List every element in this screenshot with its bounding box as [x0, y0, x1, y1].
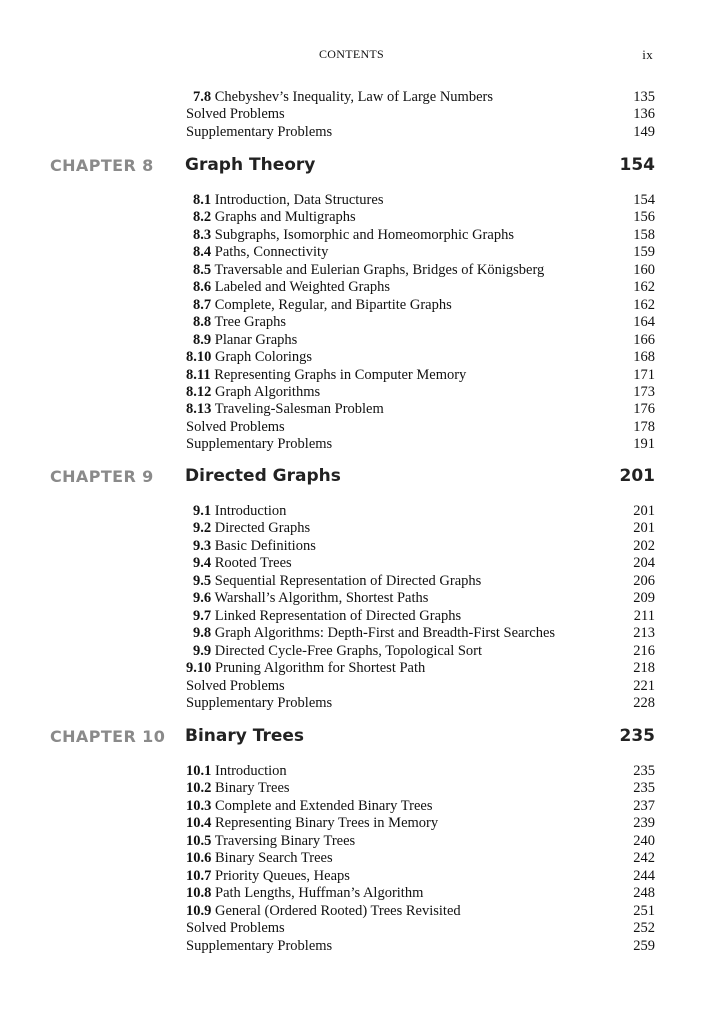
toc-section-entry[interactable] [193, 503, 655, 520]
section-number: 10.5 [186, 832, 212, 849]
section-title: Path Lengths, Huffman’s Algorithm [215, 885, 424, 902]
section-title: Representing Binary Trees in Memory [215, 815, 439, 832]
toc-section-entry[interactable] [186, 780, 655, 797]
section-page-number: 248 [633, 885, 655, 902]
chapter-page-number: 201 [619, 466, 655, 486]
section-number: 8.10 [186, 349, 212, 366]
toc-section-entry[interactable] [193, 262, 655, 279]
section-title: Complete, Regular, and Bipartite Graphs [214, 296, 452, 313]
section-number: 9.1 [193, 503, 212, 519]
section-page-number: 201 [633, 503, 655, 519]
toc-section-entry[interactable] [186, 367, 655, 384]
toc-section-entry[interactable] [193, 573, 655, 590]
section-number: 10.4 [186, 815, 212, 832]
toc-problems-entry[interactable] [186, 436, 655, 453]
section-page-number: 173 [633, 383, 655, 400]
section-page-number: 176 [633, 401, 655, 418]
section-number: 10.1 [186, 763, 212, 779]
section-page-number: 149 [633, 123, 655, 140]
chapter-page-number: 235 [619, 726, 655, 746]
toc-section-entry[interactable] [193, 520, 655, 537]
section-number: 8.6 [193, 279, 212, 296]
toc-section-entry[interactable] [186, 850, 655, 867]
toc-section-entry[interactable] [186, 833, 655, 850]
section-number: 9.5 [193, 572, 212, 589]
section-title: Solved Problems [186, 106, 285, 123]
section-title: Directed Cycle-Free Graphs, Topological Sort [214, 642, 483, 659]
section-title: Rooted Trees [214, 555, 292, 572]
section-title: Binary Search Trees [215, 850, 333, 867]
section-title: Warshall’s Algorithm, Shortest Paths [214, 590, 429, 607]
toc-section-entry[interactable] [193, 279, 655, 296]
section-page-number: 213 [633, 625, 655, 642]
section-page-number: 158 [633, 226, 655, 243]
chapter-title[interactable]: Binary Trees [185, 726, 305, 746]
section-page-number: 171 [633, 366, 655, 383]
toc-problems-entry[interactable] [186, 124, 655, 141]
section-number: 8.11 [186, 366, 211, 383]
section-title: Basic Definitions [214, 537, 316, 554]
running-head [0, 47, 703, 63]
section-title: Tree Graphs [214, 314, 287, 331]
section-page-number: 162 [633, 279, 655, 296]
section-number: 10.2 [186, 780, 212, 797]
section-page-number: 209 [633, 590, 655, 607]
toc-section-entry[interactable] [193, 209, 655, 226]
section-page-number: 154 [633, 192, 655, 208]
section-page-number: 166 [633, 331, 655, 348]
section-title: Traversable and Eulerian Graphs, Bridges of Königsberg [214, 261, 545, 278]
section-page-number: 211 [633, 607, 655, 624]
section-page-number: 240 [633, 832, 655, 849]
section-page-number: 235 [633, 780, 655, 797]
section-title: Introduction, Data Structures [214, 192, 384, 208]
section-number: 10.9 [186, 902, 212, 919]
section-title: Planar Graphs [214, 331, 298, 348]
toc-section-entry[interactable] [193, 608, 655, 625]
section-number: 8.9 [193, 331, 212, 348]
section-number: 9.8 [193, 625, 212, 642]
section-number: 9.4 [193, 555, 212, 572]
section-page-number: 206 [633, 572, 655, 589]
section-page-number: 178 [633, 418, 655, 435]
section-page-number: 136 [633, 106, 655, 123]
toc-section-entry[interactable] [193, 590, 655, 607]
section-number: 8.7 [193, 296, 212, 313]
section-page-number: 218 [633, 660, 655, 677]
section-title: Supplementary Problems [186, 436, 333, 453]
section-number: 9.3 [193, 537, 212, 554]
section-page-number: 237 [633, 797, 655, 814]
section-title: Supplementary Problems [186, 694, 333, 711]
toc-section-entry[interactable] [186, 798, 655, 815]
section-page-number: 259 [633, 937, 655, 954]
section-page-number: 156 [633, 209, 655, 226]
running-head-page-number: ix [642, 47, 653, 62]
section-number: 10.3 [186, 797, 212, 814]
section-number: 9.10 [186, 660, 212, 677]
toc-section-entry[interactable] [193, 332, 655, 349]
chapter-title[interactable]: Graph Theory [185, 155, 316, 175]
section-title: Binary Trees [215, 780, 290, 797]
toc-section-entry[interactable] [186, 660, 655, 677]
section-number: 7.8 [193, 89, 212, 105]
section-page-number: 135 [633, 89, 655, 105]
section-page-number: 221 [633, 677, 655, 694]
section-page-number: 159 [633, 244, 655, 261]
toc-section-entry[interactable] [193, 244, 655, 261]
section-number: 8.2 [193, 209, 212, 226]
section-title: Supplementary Problems [186, 123, 333, 140]
section-title: Graph Colorings [215, 349, 313, 366]
toc-section-entry[interactable] [193, 625, 655, 642]
toc-section-entry[interactable] [186, 868, 655, 885]
section-number: 9.2 [193, 520, 212, 537]
section-title: Traveling-Salesman Problem [214, 401, 384, 418]
section-title: Complete and Extended Binary Trees [215, 797, 433, 814]
toc-section-entry[interactable] [193, 555, 655, 572]
section-page-number: 202 [633, 537, 655, 554]
section-page-number: 204 [633, 555, 655, 572]
section-number: 8.8 [193, 314, 212, 331]
section-page-number: 201 [633, 520, 655, 537]
chapter-label: CHAPTER 8 [50, 156, 154, 175]
toc-problems-entry[interactable] [186, 419, 655, 436]
section-title: Solved Problems [186, 677, 285, 694]
toc-section-entry[interactable] [193, 192, 655, 209]
section-page-number: 216 [633, 642, 655, 659]
toc-section-entry[interactable] [186, 885, 655, 902]
section-title: Labeled and Weighted Graphs [214, 279, 391, 296]
section-title: Representing Graphs in Computer Memory [214, 366, 467, 383]
section-number: 8.13 [186, 401, 212, 418]
section-number: 9.9 [193, 642, 212, 659]
toc-section-entry[interactable] [186, 349, 655, 366]
toc-section-entry[interactable] [186, 815, 655, 832]
toc-section-entry[interactable] [193, 227, 655, 244]
toc-section-entry[interactable] [193, 538, 655, 555]
section-number: 8.5 [193, 261, 212, 278]
section-page-number: 235 [633, 763, 655, 779]
toc-problems-entry[interactable] [186, 938, 655, 955]
section-title: Sequential Representation of Directed Graphs [214, 572, 482, 589]
section-title: Supplementary Problems [186, 937, 333, 954]
section-page-number: 242 [633, 850, 655, 867]
toc-problems-entry[interactable] [186, 695, 655, 712]
section-page-number: 164 [633, 314, 655, 331]
section-title: Directed Graphs [214, 520, 311, 537]
chapter-label: CHAPTER 9 [50, 467, 154, 486]
toc-section-entry[interactable] [186, 903, 655, 920]
section-number: 8.12 [186, 383, 212, 400]
section-title: Chebyshev’s Inequality, Law of Large Numbers [214, 89, 493, 105]
section-title: Graph Algorithms: Depth-First and Breadth-First Searches [214, 625, 556, 642]
section-number: 10.8 [186, 885, 212, 902]
section-title: Graph Algorithms [215, 383, 321, 400]
section-title: Pruning Algorithm for Shortest Path [215, 660, 426, 677]
section-title: Introduction [214, 503, 287, 519]
toc-problems-entry[interactable] [186, 920, 655, 937]
section-number: 9.7 [193, 607, 212, 624]
section-number: 10.7 [186, 867, 212, 884]
toc-section-entry[interactable] [193, 314, 655, 331]
toc-problems-entry[interactable] [186, 678, 655, 695]
section-page-number: 162 [633, 296, 655, 313]
section-title: Graphs and Multigraphs [214, 209, 356, 226]
running-head-title: CONTENTS [318, 47, 385, 61]
section-title: Linked Representation of Directed Graphs [214, 607, 462, 624]
section-title: Solved Problems [186, 920, 285, 937]
section-page-number: 252 [633, 920, 655, 937]
chapter-label: CHAPTER 10 [50, 727, 166, 746]
section-page-number: 168 [633, 349, 655, 366]
section-page-number: 191 [633, 436, 655, 453]
chapter-title[interactable]: Directed Graphs [185, 466, 341, 486]
section-number: 8.1 [193, 192, 212, 208]
section-title: Traversing Binary Trees [214, 832, 356, 849]
section-title: General (Ordered Rooted) Trees Revisited [215, 902, 461, 919]
section-page-number: 228 [633, 694, 655, 711]
section-page-number: 251 [633, 902, 655, 919]
toc-problems-entry[interactable] [186, 106, 655, 123]
section-title: Paths, Connectivity [214, 244, 329, 261]
section-number: 8.3 [193, 226, 212, 243]
section-number: 8.4 [193, 244, 212, 261]
toc-section-entry[interactable] [186, 401, 655, 418]
chapter-page-number: 154 [619, 155, 655, 175]
section-page-number: 160 [633, 261, 655, 278]
section-title: Subgraphs, Isomorphic and Homeomorphic Graphs [214, 226, 514, 243]
toc-section-entry[interactable] [186, 384, 655, 401]
toc-section-entry[interactable] [193, 297, 655, 314]
section-title: Solved Problems [186, 418, 285, 435]
section-number: 10.6 [186, 850, 212, 867]
toc-section-entry[interactable] [186, 763, 655, 780]
toc-section-entry[interactable] [193, 643, 655, 660]
section-page-number: 244 [633, 867, 655, 884]
toc-section-entry[interactable] [193, 89, 655, 106]
section-title: Priority Queues, Heaps [215, 867, 350, 884]
section-page-number: 239 [633, 815, 655, 832]
section-number: 9.6 [193, 590, 212, 607]
section-title: Introduction [215, 763, 287, 779]
